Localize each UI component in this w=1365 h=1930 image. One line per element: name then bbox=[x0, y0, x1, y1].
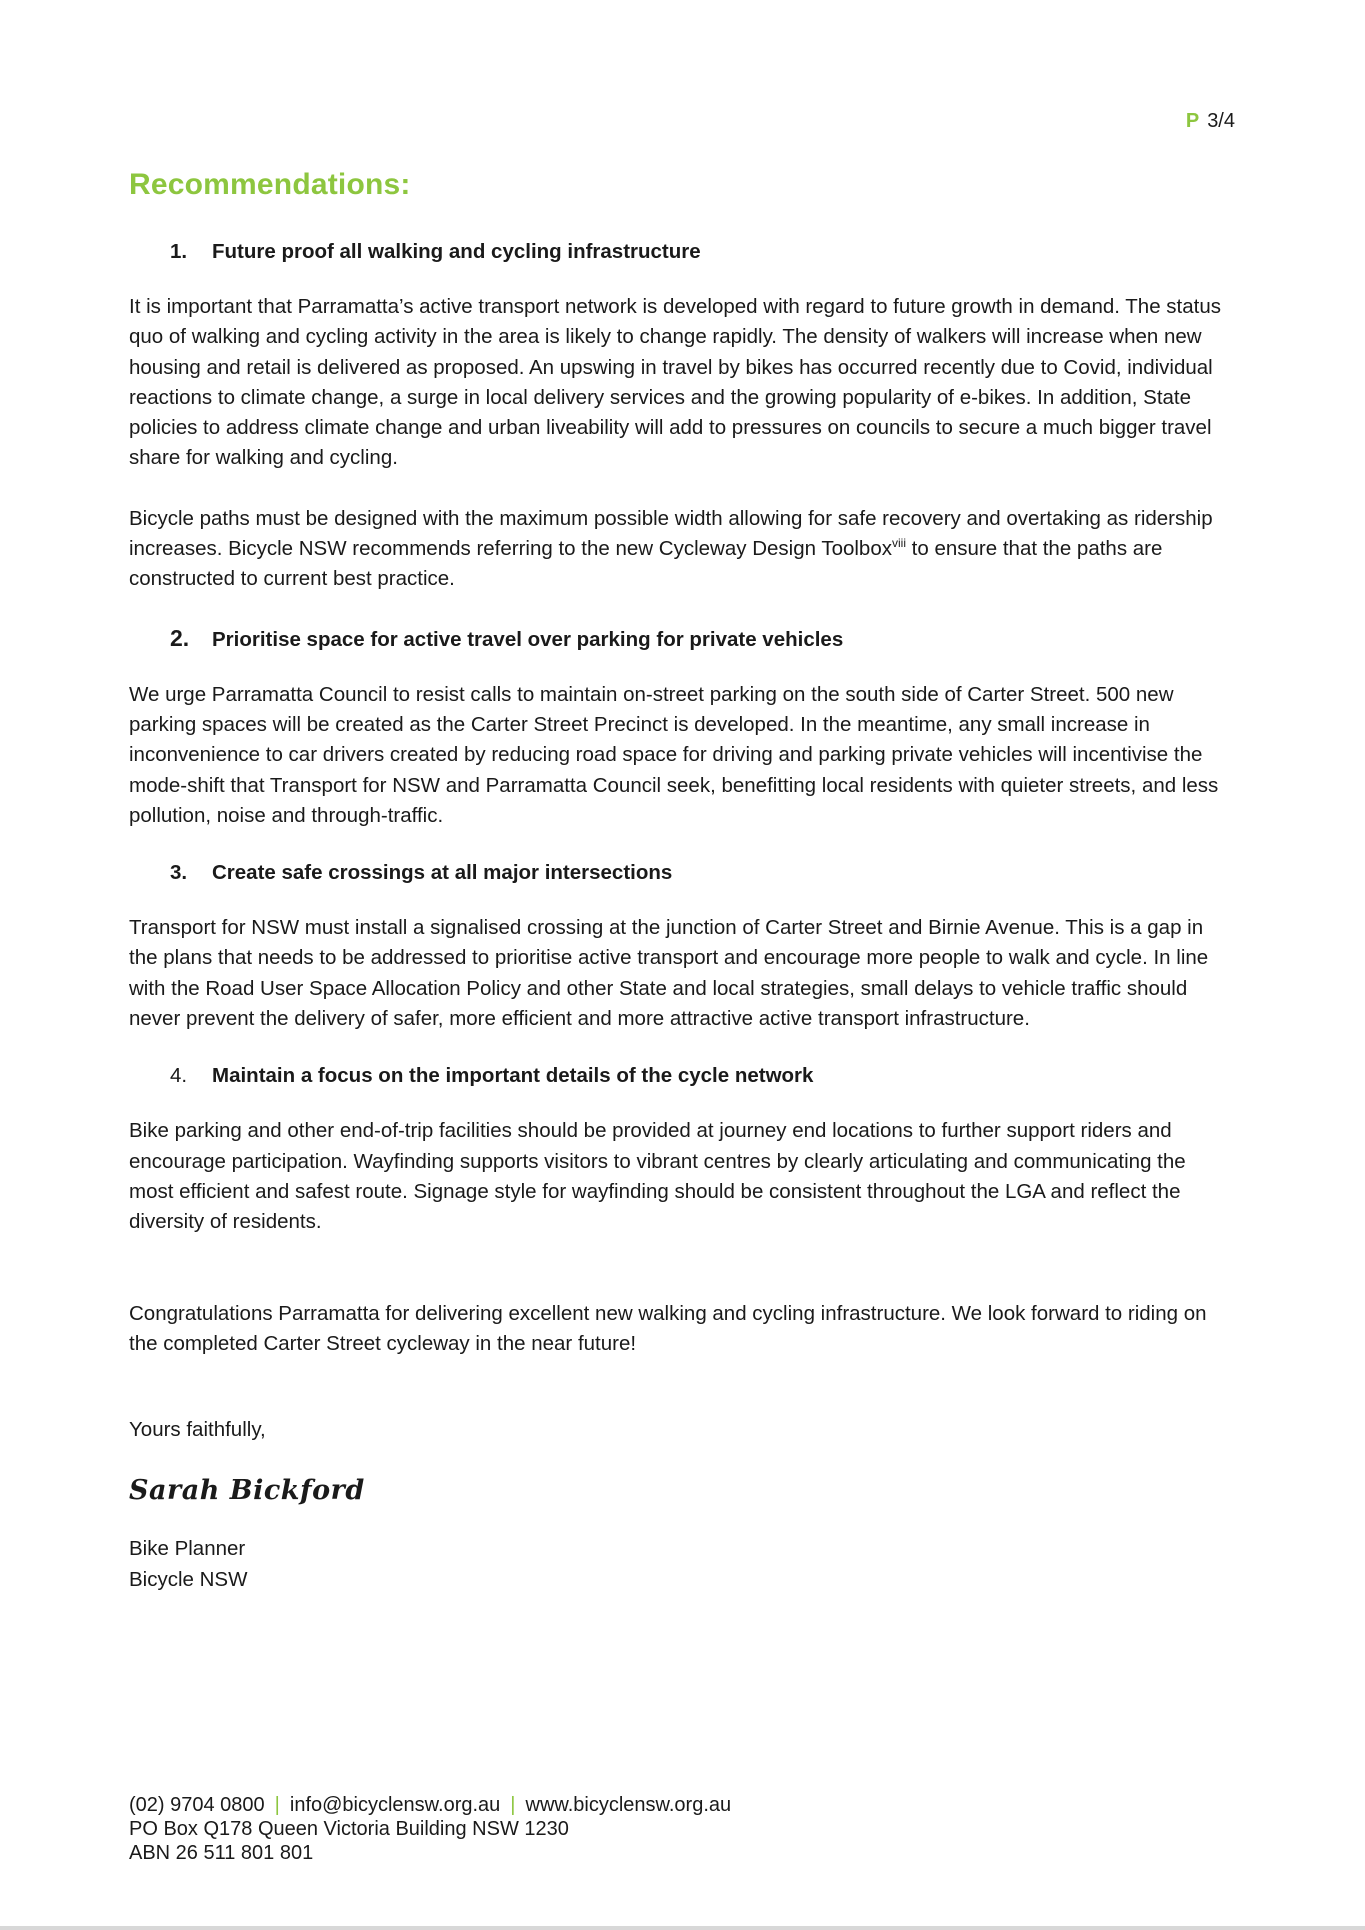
recommendation-title: Future proof all walking and cycling infrastructure bbox=[212, 240, 701, 263]
footer-abn: ABN 26 511 801 801 bbox=[129, 1842, 314, 1864]
recommendation-number: 4. bbox=[170, 1064, 188, 1088]
footnote-marker: viii bbox=[891, 536, 906, 551]
signer-role: Bike Planner bbox=[129, 1537, 246, 1561]
paragraph-text: Bicycle paths must be designed with the maximum possible width allowing for safe recovery and overtaking as ridership increases. Bicycle NSW recommends referring to the new Cycleway Design Toolbox bbox=[129, 506, 1213, 561]
page-bottom-divider bbox=[0, 1926, 1365, 1930]
recommendation-1-paragraph-1: It is important that Parramatta’s active transport network is developed with regard to future growth in demand. The status quo of walking and cycling activity in the area is likely to change rapidly. The density of walkers will increase when new housing and retail is delivered as proposed. An upswing in travel by bikes has occurred recently due to Covid, individual reactions to climate change, a surge in local delivery services and the growing popularity of e-bikes. In addition, State policies to address climate change and urban liveability will add to pressures on councils to secure a much bigger travel share for walking and cycling. bbox=[129, 295, 1221, 470]
paragraph-text: to ensure that the paths are constructed to current best practice. bbox=[129, 537, 1163, 591]
recommendation-2-heading bbox=[170, 625, 1234, 652]
footer-website[interactable]: www.bicyclensw.org.au bbox=[525, 1794, 732, 1816]
recommendation-title: Create safe crossings at all major intersections bbox=[212, 861, 673, 885]
signature: Sarah Bickford bbox=[129, 1475, 365, 1507]
recommendation-2-paragraph: We urge Parramatta Council to resist calls to maintain on-street parking on the south side of Carter Street. 500 new parking spaces will be created as the Carter Street Precinct is developed. In the meantime, any small increase in inconvenience to car drivers created by reducing road space for driving and parking private vehicles will incentivise the mode-shift that Transport for NSW and Parramatta Council seek, benefitting local residents with quieter streets, and less pollution, noise and through-traffic. bbox=[129, 682, 1219, 827]
signer-organisation: Bicycle NSW bbox=[129, 1567, 248, 1591]
recommendation-3-paragraph: Transport for NSW must install a signalised crossing at the junction of Carter Street and Birnie Avenue. This is a gap in the plans that needs to be addressed to prioritise active transport and encourage more people to walk and cycle. In line with the Road User Space Allocation Policy and other State and local strategies, small delays to vehicle traffic should never prevent the delivery of safer, more efficient and more attractive active transport infrastructure. bbox=[129, 916, 1209, 1031]
recommendation-3-heading bbox=[170, 861, 1234, 885]
footer-contact-line bbox=[129, 1793, 731, 1817]
page-number bbox=[1186, 110, 1235, 133]
letter-body bbox=[129, 168, 1234, 1595]
page-number-value: 3/4 bbox=[1207, 110, 1235, 132]
sign-off: Yours faithfully, bbox=[129, 1418, 266, 1442]
recommendation-number: 3. bbox=[170, 861, 188, 885]
recommendation-number: 2. bbox=[170, 624, 190, 651]
recommendation-1-heading bbox=[170, 240, 1234, 264]
recommendation-1-paragraph-2 bbox=[129, 504, 1234, 595]
footer bbox=[129, 1793, 731, 1865]
footer-phone: (02) 9704 0800 bbox=[129, 1794, 265, 1816]
footer-separator: | bbox=[274, 1794, 280, 1816]
footer-address: PO Box Q178 Queen Victoria Building NSW 1230 bbox=[129, 1818, 569, 1840]
recommendation-number: 1. bbox=[170, 240, 188, 263]
recommendation-4-heading bbox=[170, 1064, 1234, 1088]
footer-separator: | bbox=[510, 1794, 516, 1816]
page-number-label: P bbox=[1185, 110, 1200, 132]
footer-email[interactable]: info@bicyclensw.org.au bbox=[289, 1794, 501, 1816]
section-title: Recommendations: bbox=[129, 168, 411, 201]
recommendation-4-paragraph: Bike parking and other end-of-trip facilities should be provided at journey end locations to further support riders and encourage participation. Wayfinding supports visitors to vibrant centres by clearly articulating and communicating the most efficient and safest route. Signage style for wayfinding should be consistent throughout the LGA and reflect the diversity of residents. bbox=[129, 1119, 1186, 1234]
recommendation-title: Maintain a focus on the important details of the cycle network bbox=[212, 1064, 814, 1088]
recommendation-title: Prioritise space for active travel over parking for private vehicles bbox=[212, 627, 844, 651]
closing-paragraph: Congratulations Parramatta for delivering excellent new walking and cycling infrastructure. We look forward to riding on the completed Carter Street cycleway in the near future! bbox=[129, 1301, 1207, 1355]
